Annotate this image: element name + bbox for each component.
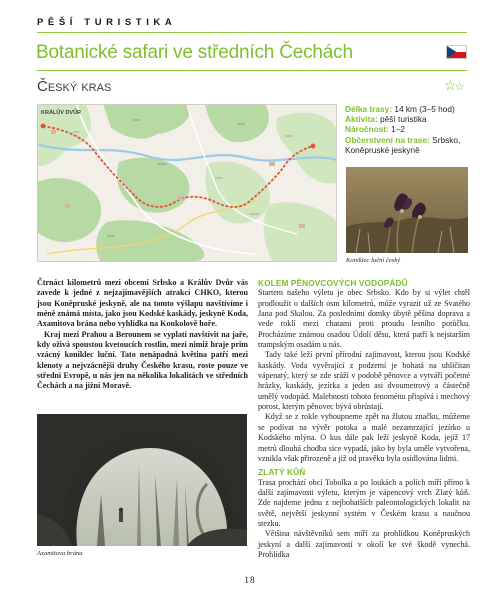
body-paragraph: Trasa prochází obcí Tobolka a po loukách a polích míří přímo k další zajímavosti výletu, kterým je vápencový vrch Zlatý kůň. Zde najdeme jednu z nejbohatších paleontologických lokalit na světě, největší jeskynní systém v Českém krasu a naučnou stezku.	[258, 477, 470, 528]
star-outline-icon: ☆	[444, 79, 455, 94]
cave-arch-photo	[37, 414, 247, 546]
section-subtitle	[37, 78, 111, 95]
trip-info	[345, 104, 473, 155]
page-title: Botanické safari ve středních Čechách	[36, 42, 353, 63]
photo-caption: Axamitova brána	[37, 550, 83, 557]
info-refreshment	[345, 135, 473, 155]
section-subtitle-text: Český kras	[37, 78, 112, 95]
info-difficulty	[345, 124, 473, 134]
info-value: Srbsko, Koněpruské jeskyně	[345, 134, 461, 155]
kicker-rule	[37, 32, 467, 33]
section-heading: ZLATÝ KŮŇ	[258, 467, 306, 478]
info-key: Délka trasy:	[345, 104, 393, 114]
info-value: 14 km (3–5 hod)	[394, 104, 455, 114]
difficulty-rating	[444, 78, 462, 95]
info-value: pěší turistika	[380, 114, 427, 125]
info-key: Občerstvení na trase:	[345, 134, 430, 145]
info-value: 1–2	[391, 124, 405, 135]
czech-flag-icon	[446, 45, 467, 59]
info-activity	[345, 114, 473, 124]
star-small-icon: ☆	[454, 81, 463, 93]
section-heading: KOLEM PĚNOVCOVÝCH VODOPÁDŮ	[258, 278, 408, 288]
body-paragraph: Většina návštěvníků sem míří za prohlídkou Koněpruských jeskyní a další zajímavostí v okolí ke své škodě vynechá. Prohlídka	[258, 529, 470, 559]
body-paragraph: Když se z rokle vyhoupneme zpět na žlutou značku, můžeme se podívat na vývěr potoka a malé nezamrzající jezírko u Kodského mlýna. O kus dále pak leží jeskyně Koda, jejíž 17 metrů dlouhá chodba sice vypadá, jako by byla uměle vytvořena, vznikla však přirozeně a již od pravěku byla osídlována lidmi.	[258, 412, 470, 463]
lead-text	[37, 278, 248, 392]
article-column	[258, 278, 470, 560]
info-key: Náročnost:	[345, 124, 389, 135]
pasque-flower-photo	[346, 167, 468, 253]
body-paragraph: Startem našeho výletu je obec Srbsko. Kdo by si výlet chtěl prodloužit o dalších osm kilometrů, může vyrazit už ze Svatého Jana pod Skalou. Za posledními domky úbytě pěšina doprava a vede roklí mezi chatami proti proudu lesního potůčku. Procházíme známou osadou Údolí děsu, která patří k nejstarším trampským osadám u nás.	[258, 288, 470, 350]
info-length	[345, 104, 473, 114]
lead-paragraph: Kraj mezi Prahou a Berounem se vyplatí navštívit na jaře, kdy oživá spoustou kvetoucích rostlin, mezi nimiž hraje prim vzácný koniklec luční. Tato nenápadná květina patří mezi klenoty a nejvzácnější druhy Českého krasu, roste pouze ve střední Evropě, u nás jen na několika lokalitách ve středních Čechách a na jižní Moravě.	[37, 329, 248, 391]
lead-paragraph: Čtrnáct kilometrů mezi obcemi Srbsko a Králův Dvůr vás zavede k jedné z nejzajímavějších atrakcí CHKO, kterou jsou Koněpruské jeskyně, ale na tomto výšlapu navštívíme i méně známá místa, jako jsou Kodské kaskády, jeskyně Koda, Axamitova brána nebo vyhlídka na Koukolově hoře.	[37, 278, 248, 329]
route-map	[37, 104, 337, 262]
title-rule	[37, 70, 467, 71]
info-key: Aktivita:	[345, 114, 378, 125]
photo-caption: Koniklec luční český	[346, 257, 401, 264]
section-kicker: PĚŠÍ TURISTIKA	[37, 17, 177, 28]
page-number: 18	[244, 576, 256, 586]
body-paragraph: Tady také leží první přírodní zajímavost, kterou jsou Kodské kaskády. Voda vyvěrající z podzemí je bohatá na uhličitan vápenatý, který se zde sráží v podobě pěnovce a vytváří početné hrázky, kaskády, jezírka a jeden asi dvoumetrový a částečně umělý vodopád. Malebnosti tohoto fenoménu přispívá i mechový porost, kterým pěnovec bývá obrůstají.	[258, 350, 470, 412]
map-label: KRÁLŮV DVŮR	[41, 110, 82, 116]
